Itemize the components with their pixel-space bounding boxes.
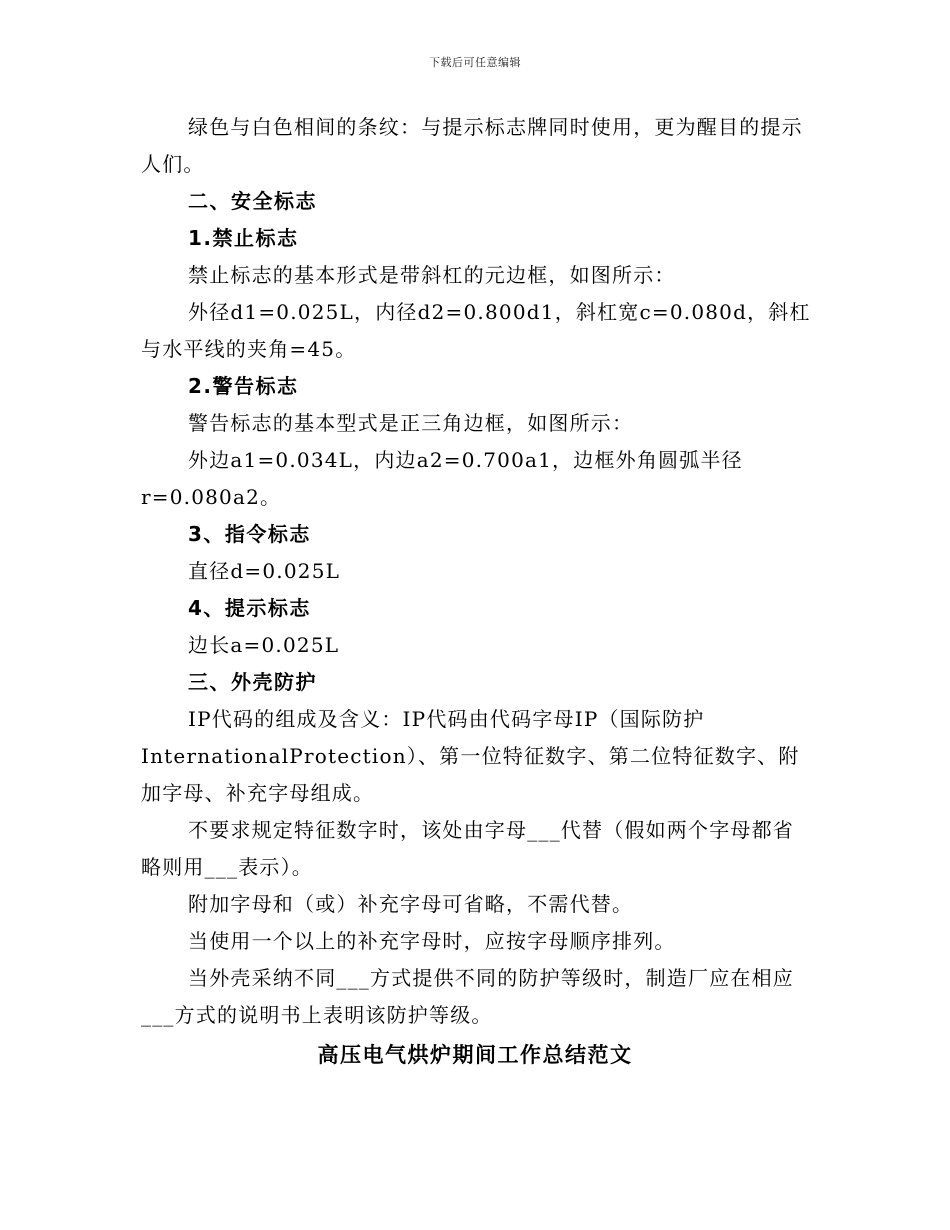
section-heading-enclosure-protection: 三、外壳防护 <box>188 670 317 694</box>
paragraph-mandatory-diameter: 直径d=0.025L <box>188 559 341 583</box>
paragraph-prohibition-form: 禁止标志的基本形式是带斜杠的元边框，如图所示： <box>188 263 676 287</box>
paragraph-characteristic-digit: 不要求规定特征数字时，该处由字母___代替（假如两个字母都省略则用___表示）。 <box>141 818 794 879</box>
section-heading-safety-signs: 二、安全标志 <box>188 189 317 213</box>
paragraph-warning-radius: r=0.080a2。 <box>141 485 282 509</box>
paragraph-manufacturer-note: 当外壳采纳不同___方式提供不同的防护等级时，制造厂应在相应___方式的说明书上表明该防护等级。 <box>141 966 794 1027</box>
document-body <box>141 109 811 1034</box>
paragraph-information-side: 边长a=0.025L <box>188 633 340 657</box>
next-document-title: 高压电气烘炉期间工作总结范文 <box>317 1043 633 1067</box>
page-header: 下载后可任意编辑 <box>429 56 521 69</box>
paragraph-letter-order: 当使用一个以上的补充字母时，应按字母顺序排列。 <box>188 929 676 953</box>
paragraph-warning-form: 警告标志的基本型式是正三角边框，如图所示： <box>188 411 634 435</box>
paragraph-stripes: 绿色与白色相间的条纹：与提示标志牌同时使用，更为醒目的提示人们。 <box>141 115 803 176</box>
paragraph-prohibition-dimensions: 外径d1=0.025L，内径d2=0.800d1，斜杠宽c=0.080d，斜杠与水平线的夹角=45。 <box>141 300 811 361</box>
paragraph-ip-code: IP代码的组成及含义：IP代码由代码字母IP（国际防护InternationalProtection）、第一位特征数字、第二位特征数字、附加字母、补充字母组成。 <box>141 707 800 805</box>
subheading-mandatory-sign: 3、指令标志 <box>188 522 311 546</box>
paragraph-warning-dimensions: 外边a1=0.034L，内边a2=0.700a1，边框外角圆弧半径 <box>188 448 743 472</box>
paragraph-optional-letters: 附加字母和（或）补充字母可省略，不需代替。 <box>188 892 634 916</box>
subheading-warning-sign: 2.警告标志 <box>188 374 299 398</box>
subheading-information-sign: 4、提示标志 <box>188 596 311 620</box>
subheading-prohibition-sign: 1.禁止标志 <box>188 226 299 250</box>
